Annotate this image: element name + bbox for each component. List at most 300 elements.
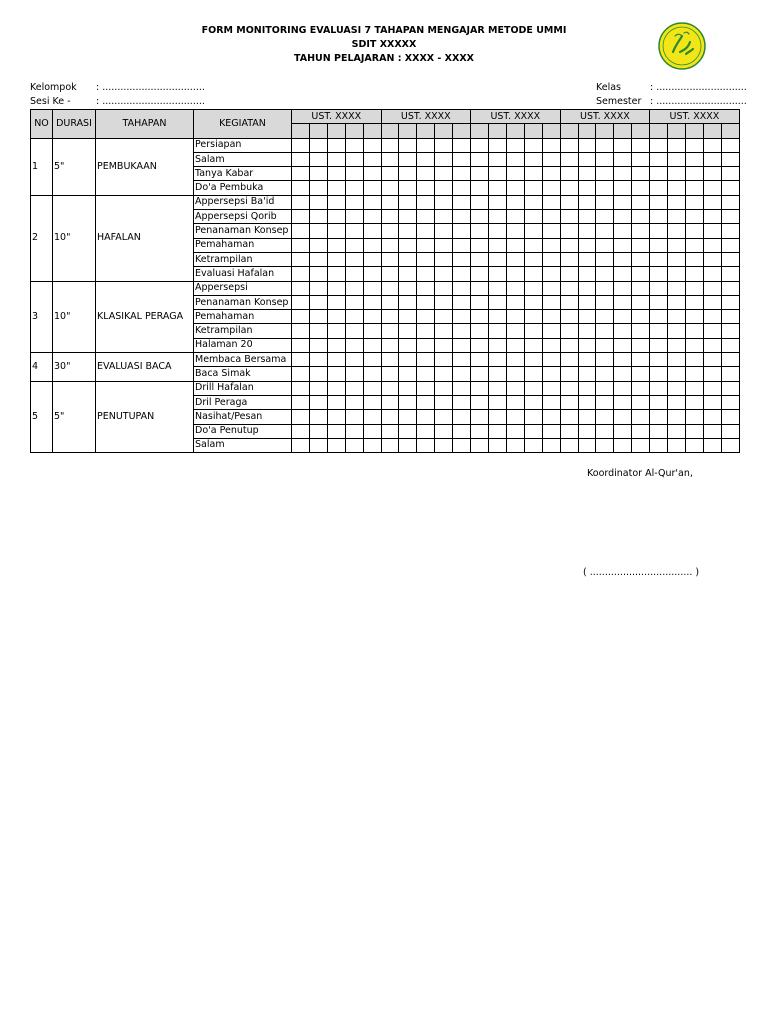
score-cell[interactable]	[721, 267, 739, 281]
score-cell[interactable]	[721, 410, 739, 424]
score-cell[interactable]	[488, 210, 506, 224]
score-cell[interactable]	[596, 210, 614, 224]
score-cell[interactable]	[363, 338, 381, 352]
score-cell[interactable]	[596, 152, 614, 166]
score-cell[interactable]	[292, 424, 310, 438]
score-cell[interactable]	[542, 310, 560, 324]
score-cell[interactable]	[453, 167, 471, 181]
score-cell[interactable]	[417, 195, 435, 209]
score-cell[interactable]	[309, 167, 327, 181]
score-cell[interactable]	[453, 238, 471, 252]
score-cell[interactable]	[614, 181, 632, 195]
score-cell[interactable]	[309, 338, 327, 352]
score-cell[interactable]	[650, 210, 668, 224]
score-cell[interactable]	[721, 295, 739, 309]
score-cell[interactable]	[650, 224, 668, 238]
score-cell[interactable]	[506, 310, 524, 324]
score-cell[interactable]	[632, 281, 650, 295]
score-cell[interactable]	[471, 238, 489, 252]
score-cell[interactable]	[417, 181, 435, 195]
score-cell[interactable]	[327, 310, 345, 324]
score-cell[interactable]	[435, 381, 453, 395]
score-cell[interactable]	[685, 210, 703, 224]
score-cell[interactable]	[614, 267, 632, 281]
score-cell[interactable]	[363, 152, 381, 166]
score-cell[interactable]	[560, 224, 578, 238]
score-cell[interactable]	[309, 353, 327, 367]
score-cell[interactable]	[650, 138, 668, 152]
score-cell[interactable]	[453, 152, 471, 166]
score-cell[interactable]	[488, 267, 506, 281]
score-cell[interactable]	[381, 238, 399, 252]
score-cell[interactable]	[292, 238, 310, 252]
score-cell[interactable]	[578, 338, 596, 352]
score-cell[interactable]	[399, 438, 417, 452]
score-cell[interactable]	[309, 367, 327, 381]
score-cell[interactable]	[381, 353, 399, 367]
score-cell[interactable]	[453, 395, 471, 409]
score-cell[interactable]	[345, 181, 363, 195]
score-cell[interactable]	[721, 353, 739, 367]
score-cell[interactable]	[524, 195, 542, 209]
score-cell[interactable]	[488, 367, 506, 381]
score-cell[interactable]	[721, 181, 739, 195]
score-cell[interactable]	[471, 167, 489, 181]
score-cell[interactable]	[632, 167, 650, 181]
score-cell[interactable]	[596, 410, 614, 424]
score-cell[interactable]	[703, 295, 721, 309]
score-cell[interactable]	[453, 338, 471, 352]
score-cell[interactable]	[703, 267, 721, 281]
score-cell[interactable]	[721, 167, 739, 181]
score-cell[interactable]	[650, 367, 668, 381]
score-cell[interactable]	[506, 252, 524, 266]
score-cell[interactable]	[614, 324, 632, 338]
score-cell[interactable]	[506, 381, 524, 395]
score-cell[interactable]	[417, 295, 435, 309]
score-cell[interactable]	[668, 395, 686, 409]
score-cell[interactable]	[668, 424, 686, 438]
score-cell[interactable]	[668, 152, 686, 166]
score-cell[interactable]	[703, 438, 721, 452]
score-cell[interactable]	[345, 353, 363, 367]
score-cell[interactable]	[506, 367, 524, 381]
score-cell[interactable]	[327, 410, 345, 424]
score-cell[interactable]	[578, 238, 596, 252]
score-cell[interactable]	[417, 438, 435, 452]
score-cell[interactable]	[453, 424, 471, 438]
score-cell[interactable]	[488, 410, 506, 424]
score-cell[interactable]	[453, 367, 471, 381]
score-cell[interactable]	[435, 210, 453, 224]
score-cell[interactable]	[506, 224, 524, 238]
score-cell[interactable]	[560, 295, 578, 309]
score-cell[interactable]	[345, 395, 363, 409]
score-cell[interactable]	[524, 167, 542, 181]
score-cell[interactable]	[632, 424, 650, 438]
score-cell[interactable]	[668, 295, 686, 309]
score-cell[interactable]	[327, 381, 345, 395]
score-cell[interactable]	[632, 395, 650, 409]
score-cell[interactable]	[453, 381, 471, 395]
score-cell[interactable]	[650, 167, 668, 181]
score-cell[interactable]	[363, 138, 381, 152]
score-cell[interactable]	[668, 224, 686, 238]
score-cell[interactable]	[614, 338, 632, 352]
score-cell[interactable]	[327, 224, 345, 238]
score-cell[interactable]	[471, 252, 489, 266]
score-cell[interactable]	[560, 138, 578, 152]
score-cell[interactable]	[399, 138, 417, 152]
score-cell[interactable]	[560, 152, 578, 166]
score-cell[interactable]	[345, 224, 363, 238]
score-cell[interactable]	[685, 195, 703, 209]
score-cell[interactable]	[721, 381, 739, 395]
score-cell[interactable]	[560, 324, 578, 338]
score-cell[interactable]	[703, 353, 721, 367]
score-cell[interactable]	[345, 281, 363, 295]
score-cell[interactable]	[685, 138, 703, 152]
score-cell[interactable]	[309, 224, 327, 238]
score-cell[interactable]	[596, 324, 614, 338]
score-cell[interactable]	[668, 181, 686, 195]
score-cell[interactable]	[703, 395, 721, 409]
score-cell[interactable]	[417, 353, 435, 367]
score-cell[interactable]	[345, 210, 363, 224]
score-cell[interactable]	[488, 438, 506, 452]
score-cell[interactable]	[614, 252, 632, 266]
score-cell[interactable]	[506, 410, 524, 424]
score-cell[interactable]	[327, 438, 345, 452]
score-cell[interactable]	[578, 410, 596, 424]
score-cell[interactable]	[578, 281, 596, 295]
score-cell[interactable]	[488, 252, 506, 266]
score-cell[interactable]	[399, 338, 417, 352]
score-cell[interactable]	[327, 167, 345, 181]
score-cell[interactable]	[524, 181, 542, 195]
score-cell[interactable]	[560, 210, 578, 224]
score-cell[interactable]	[435, 167, 453, 181]
score-cell[interactable]	[471, 324, 489, 338]
score-cell[interactable]	[399, 281, 417, 295]
score-cell[interactable]	[327, 281, 345, 295]
score-cell[interactable]	[650, 295, 668, 309]
score-cell[interactable]	[381, 424, 399, 438]
score-cell[interactable]	[327, 367, 345, 381]
score-cell[interactable]	[327, 210, 345, 224]
score-cell[interactable]	[417, 395, 435, 409]
score-cell[interactable]	[399, 410, 417, 424]
score-cell[interactable]	[435, 295, 453, 309]
score-cell[interactable]	[345, 152, 363, 166]
score-cell[interactable]	[363, 238, 381, 252]
score-cell[interactable]	[524, 238, 542, 252]
score-cell[interactable]	[703, 367, 721, 381]
score-cell[interactable]	[506, 438, 524, 452]
score-cell[interactable]	[703, 224, 721, 238]
score-cell[interactable]	[685, 353, 703, 367]
score-cell[interactable]	[435, 438, 453, 452]
score-cell[interactable]	[668, 138, 686, 152]
score-cell[interactable]	[632, 410, 650, 424]
score-cell[interactable]	[578, 152, 596, 166]
score-cell[interactable]	[578, 295, 596, 309]
score-cell[interactable]	[685, 438, 703, 452]
score-cell[interactable]	[668, 353, 686, 367]
score-cell[interactable]	[453, 324, 471, 338]
score-cell[interactable]	[578, 395, 596, 409]
score-cell[interactable]	[471, 367, 489, 381]
score-cell[interactable]	[363, 367, 381, 381]
score-cell[interactable]	[560, 395, 578, 409]
score-cell[interactable]	[703, 324, 721, 338]
score-cell[interactable]	[650, 424, 668, 438]
score-cell[interactable]	[363, 424, 381, 438]
score-cell[interactable]	[542, 324, 560, 338]
score-cell[interactable]	[703, 381, 721, 395]
score-cell[interactable]	[524, 353, 542, 367]
score-cell[interactable]	[399, 210, 417, 224]
score-cell[interactable]	[524, 210, 542, 224]
score-cell[interactable]	[488, 181, 506, 195]
score-cell[interactable]	[399, 324, 417, 338]
score-cell[interactable]	[345, 238, 363, 252]
score-cell[interactable]	[721, 252, 739, 266]
score-cell[interactable]	[506, 324, 524, 338]
score-cell[interactable]	[435, 338, 453, 352]
score-cell[interactable]	[309, 152, 327, 166]
score-cell[interactable]	[721, 324, 739, 338]
score-cell[interactable]	[381, 310, 399, 324]
score-cell[interactable]	[650, 281, 668, 295]
score-cell[interactable]	[381, 338, 399, 352]
score-cell[interactable]	[471, 395, 489, 409]
score-cell[interactable]	[309, 267, 327, 281]
score-cell[interactable]	[542, 353, 560, 367]
score-cell[interactable]	[614, 353, 632, 367]
score-cell[interactable]	[417, 210, 435, 224]
score-cell[interactable]	[668, 238, 686, 252]
score-cell[interactable]	[632, 367, 650, 381]
score-cell[interactable]	[632, 310, 650, 324]
score-cell[interactable]	[309, 238, 327, 252]
score-cell[interactable]	[632, 195, 650, 209]
score-cell[interactable]	[578, 367, 596, 381]
score-cell[interactable]	[417, 267, 435, 281]
score-cell[interactable]	[632, 295, 650, 309]
score-cell[interactable]	[345, 381, 363, 395]
score-cell[interactable]	[345, 295, 363, 309]
score-cell[interactable]	[596, 338, 614, 352]
score-cell[interactable]	[309, 252, 327, 266]
score-cell[interactable]	[703, 138, 721, 152]
score-cell[interactable]	[399, 195, 417, 209]
score-cell[interactable]	[721, 438, 739, 452]
score-cell[interactable]	[488, 310, 506, 324]
score-cell[interactable]	[471, 438, 489, 452]
score-cell[interactable]	[721, 152, 739, 166]
score-cell[interactable]	[578, 195, 596, 209]
score-cell[interactable]	[381, 324, 399, 338]
score-cell[interactable]	[488, 424, 506, 438]
score-cell[interactable]	[542, 195, 560, 209]
score-cell[interactable]	[685, 410, 703, 424]
score-cell[interactable]	[488, 195, 506, 209]
score-cell[interactable]	[632, 138, 650, 152]
score-cell[interactable]	[363, 295, 381, 309]
score-cell[interactable]	[488, 381, 506, 395]
score-cell[interactable]	[578, 324, 596, 338]
score-cell[interactable]	[650, 410, 668, 424]
score-cell[interactable]	[614, 238, 632, 252]
score-cell[interactable]	[614, 281, 632, 295]
score-cell[interactable]	[685, 167, 703, 181]
score-cell[interactable]	[381, 395, 399, 409]
score-cell[interactable]	[345, 367, 363, 381]
score-cell[interactable]	[542, 367, 560, 381]
score-cell[interactable]	[345, 338, 363, 352]
score-cell[interactable]	[596, 181, 614, 195]
score-cell[interactable]	[632, 438, 650, 452]
score-cell[interactable]	[703, 281, 721, 295]
score-cell[interactable]	[524, 395, 542, 409]
score-cell[interactable]	[578, 438, 596, 452]
score-cell[interactable]	[309, 310, 327, 324]
score-cell[interactable]	[453, 353, 471, 367]
score-cell[interactable]	[363, 167, 381, 181]
score-cell[interactable]	[560, 281, 578, 295]
score-cell[interactable]	[488, 338, 506, 352]
score-cell[interactable]	[596, 238, 614, 252]
score-cell[interactable]	[471, 181, 489, 195]
score-cell[interactable]	[435, 395, 453, 409]
score-cell[interactable]	[668, 267, 686, 281]
score-cell[interactable]	[542, 281, 560, 295]
score-cell[interactable]	[327, 181, 345, 195]
score-cell[interactable]	[399, 167, 417, 181]
score-cell[interactable]	[685, 381, 703, 395]
score-cell[interactable]	[363, 410, 381, 424]
score-cell[interactable]	[381, 295, 399, 309]
score-cell[interactable]	[703, 238, 721, 252]
score-cell[interactable]	[614, 310, 632, 324]
score-cell[interactable]	[560, 381, 578, 395]
score-cell[interactable]	[292, 267, 310, 281]
score-cell[interactable]	[542, 238, 560, 252]
score-cell[interactable]	[614, 152, 632, 166]
score-cell[interactable]	[435, 224, 453, 238]
score-cell[interactable]	[417, 138, 435, 152]
score-cell[interactable]	[596, 267, 614, 281]
score-cell[interactable]	[614, 167, 632, 181]
score-cell[interactable]	[578, 381, 596, 395]
score-cell[interactable]	[721, 195, 739, 209]
score-cell[interactable]	[309, 195, 327, 209]
score-cell[interactable]	[560, 367, 578, 381]
score-cell[interactable]	[614, 410, 632, 424]
score-cell[interactable]	[650, 195, 668, 209]
score-cell[interactable]	[292, 152, 310, 166]
score-cell[interactable]	[292, 252, 310, 266]
score-cell[interactable]	[650, 152, 668, 166]
score-cell[interactable]	[435, 324, 453, 338]
score-cell[interactable]	[542, 210, 560, 224]
score-cell[interactable]	[668, 338, 686, 352]
score-cell[interactable]	[363, 195, 381, 209]
score-cell[interactable]	[363, 438, 381, 452]
score-cell[interactable]	[506, 167, 524, 181]
score-cell[interactable]	[453, 267, 471, 281]
score-cell[interactable]	[578, 210, 596, 224]
score-cell[interactable]	[560, 438, 578, 452]
score-cell[interactable]	[417, 410, 435, 424]
score-cell[interactable]	[471, 381, 489, 395]
score-cell[interactable]	[363, 181, 381, 195]
score-cell[interactable]	[292, 181, 310, 195]
score-cell[interactable]	[542, 438, 560, 452]
score-cell[interactable]	[417, 310, 435, 324]
score-cell[interactable]	[685, 152, 703, 166]
score-cell[interactable]	[542, 338, 560, 352]
score-cell[interactable]	[560, 167, 578, 181]
score-cell[interactable]	[614, 395, 632, 409]
score-cell[interactable]	[668, 381, 686, 395]
score-cell[interactable]	[524, 310, 542, 324]
score-cell[interactable]	[435, 281, 453, 295]
score-cell[interactable]	[703, 338, 721, 352]
score-cell[interactable]	[453, 181, 471, 195]
score-cell[interactable]	[614, 295, 632, 309]
score-cell[interactable]	[435, 181, 453, 195]
score-cell[interactable]	[685, 367, 703, 381]
score-cell[interactable]	[381, 381, 399, 395]
score-cell[interactable]	[435, 424, 453, 438]
score-cell[interactable]	[703, 152, 721, 166]
score-cell[interactable]	[506, 267, 524, 281]
score-cell[interactable]	[417, 167, 435, 181]
score-cell[interactable]	[685, 338, 703, 352]
score-cell[interactable]	[381, 181, 399, 195]
score-cell[interactable]	[309, 295, 327, 309]
score-cell[interactable]	[524, 367, 542, 381]
score-cell[interactable]	[471, 195, 489, 209]
score-cell[interactable]	[363, 395, 381, 409]
score-cell[interactable]	[309, 181, 327, 195]
score-cell[interactable]	[542, 395, 560, 409]
score-cell[interactable]	[309, 138, 327, 152]
score-cell[interactable]	[614, 438, 632, 452]
score-cell[interactable]	[721, 224, 739, 238]
score-cell[interactable]	[345, 424, 363, 438]
score-cell[interactable]	[506, 138, 524, 152]
score-cell[interactable]	[506, 295, 524, 309]
score-cell[interactable]	[471, 138, 489, 152]
score-cell[interactable]	[650, 181, 668, 195]
score-cell[interactable]	[471, 424, 489, 438]
score-cell[interactable]	[399, 424, 417, 438]
score-cell[interactable]	[650, 252, 668, 266]
score-cell[interactable]	[471, 224, 489, 238]
score-cell[interactable]	[345, 252, 363, 266]
score-cell[interactable]	[417, 252, 435, 266]
score-cell[interactable]	[650, 338, 668, 352]
score-cell[interactable]	[578, 138, 596, 152]
score-cell[interactable]	[399, 238, 417, 252]
score-cell[interactable]	[327, 252, 345, 266]
score-cell[interactable]	[685, 295, 703, 309]
score-cell[interactable]	[578, 167, 596, 181]
score-cell[interactable]	[292, 367, 310, 381]
